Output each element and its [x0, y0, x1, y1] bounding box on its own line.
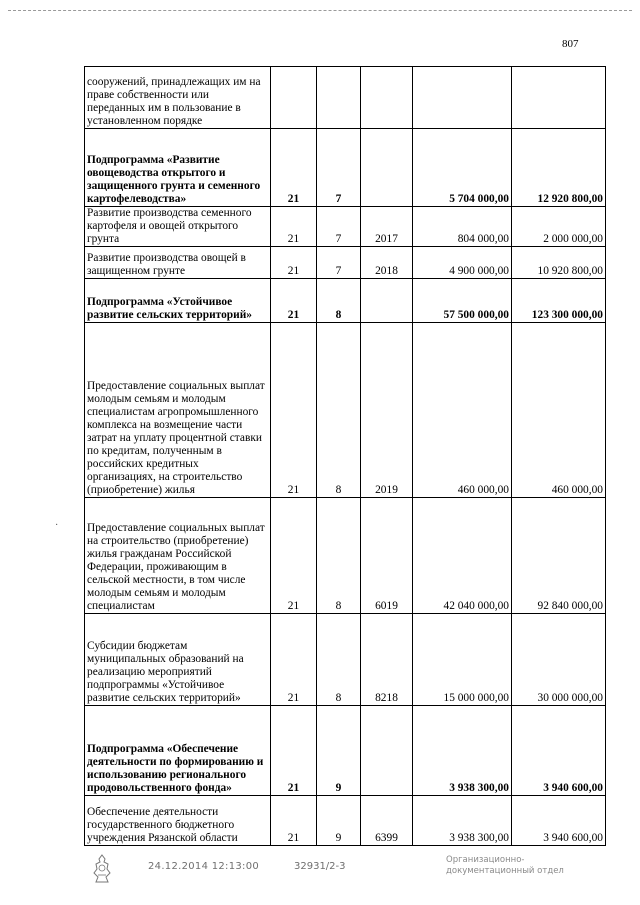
cell-code-2: 8 [317, 279, 361, 323]
footer-department-line1: Организационно- [446, 855, 525, 865]
table-row [85, 498, 606, 614]
cell-code-3: 2018 [361, 247, 413, 279]
cell-code-2: 7 [317, 247, 361, 279]
cell-amount-2: 30 000 000,00 [512, 614, 606, 706]
cell-amount-1: 42 040 000,00 [413, 498, 512, 614]
margin-mark: · [55, 520, 59, 531]
cell-code-1: 21 [271, 498, 317, 614]
cell-amount-1: 3 938 300,00 [413, 706, 512, 796]
cell-name: Предоставление социальных выплат молодым семьям и молодым специалистам агропромышленного комплекса на возмещение части затрат на уплату процентной ставки по кредитам, полученным в российских кредитных организациях, на строительство (приобретение) жилья [85, 323, 271, 498]
cell-amount-1: 15 000 000,00 [413, 614, 512, 706]
cell-code-3 [361, 129, 413, 207]
cell-code-2: 8 [317, 323, 361, 498]
cell-code-1 [271, 67, 317, 129]
cell-amount-2: 10 920 800,00 [512, 247, 606, 279]
cell-code-1: 21 [271, 279, 317, 323]
table-row [85, 796, 606, 846]
cell-code-1: 21 [271, 129, 317, 207]
cell-code-3: 8218 [361, 614, 413, 706]
cell-name: Развитие производства семенного картофеля и овощей открытого грунта [85, 207, 271, 247]
cell-amount-1 [413, 67, 512, 129]
table-row [85, 323, 606, 498]
cell-amount-1: 4 900 000,00 [413, 247, 512, 279]
budget-table [84, 66, 606, 846]
cell-code-2: 7 [317, 207, 361, 247]
cell-name: Обеспечение деятельности государственного бюджетного учреждения Рязанской области [85, 796, 271, 846]
cell-amount-1: 804 000,00 [413, 207, 512, 247]
cell-amount-2: 3 940 600,00 [512, 796, 606, 846]
cell-amount-1: 5 704 000,00 [413, 129, 512, 207]
cell-amount-2: 92 840 000,00 [512, 498, 606, 614]
table-row [85, 67, 606, 129]
footer-department [446, 855, 564, 877]
cell-amount-2: 2 000 000,00 [512, 207, 606, 247]
cell-amount-2 [512, 67, 606, 129]
cell-code-2 [317, 67, 361, 129]
cell-code-1: 21 [271, 207, 317, 247]
footer-department-line2: документационный отдел [446, 866, 564, 876]
cell-name: Развитие производства овощей в защищенном грунте [85, 247, 271, 279]
cell-code-2: 9 [317, 706, 361, 796]
cell-amount-1: 3 938 300,00 [413, 796, 512, 846]
scan-top-edge [8, 10, 632, 11]
cell-code-1: 21 [271, 706, 317, 796]
cell-amount-1: 57 500 000,00 [413, 279, 512, 323]
cell-code-2: 8 [317, 498, 361, 614]
cell-code-3: 6399 [361, 796, 413, 846]
cell-name: сооружений, принадлежащих им на праве собственности или переданных им в пользование в установленном порядке [85, 67, 271, 129]
cell-amount-2: 460 000,00 [512, 323, 606, 498]
cell-code-3 [361, 706, 413, 796]
subprogram-row [85, 129, 606, 207]
cell-amount-2: 123 300 000,00 [512, 279, 606, 323]
cell-code-2: 9 [317, 796, 361, 846]
cell-name: Подпрограмма «Устойчивое развитие сельских территорий» [85, 279, 271, 323]
coat-of-arms-icon [90, 853, 114, 885]
page-number: 807 [562, 38, 579, 50]
cell-code-3 [361, 67, 413, 129]
cell-name: Субсидии бюджетам муниципальных образований на реализацию мероприятий подпрограммы «Устойчивое развитие сельских территорий» [85, 614, 271, 706]
cell-name: Подпрограмма «Обеспечение деятельности по формированию и использованию регионального продовольственного фонда» [85, 706, 271, 796]
table-row [85, 207, 606, 247]
cell-code-1: 21 [271, 614, 317, 706]
subprogram-row [85, 279, 606, 323]
cell-code-3: 2017 [361, 207, 413, 247]
cell-amount-1: 460 000,00 [413, 323, 512, 498]
cell-code-3: 2019 [361, 323, 413, 498]
footer-document-code: 32931/2-3 [294, 861, 346, 872]
cell-code-2: 7 [317, 129, 361, 207]
cell-code-1: 21 [271, 323, 317, 498]
cell-code-1: 21 [271, 247, 317, 279]
subprogram-row [85, 706, 606, 796]
cell-code-3 [361, 279, 413, 323]
footer-timestamp: 24.12.2014 12:13:00 [148, 861, 260, 872]
cell-code-2: 8 [317, 614, 361, 706]
cell-code-3: 6019 [361, 498, 413, 614]
table-row [85, 247, 606, 279]
cell-code-1: 21 [271, 796, 317, 846]
cell-amount-2: 3 940 600,00 [512, 706, 606, 796]
cell-name: Подпрограмма «Развитие овощеводства открытого и защищенного грунта и семенного картофелеводства» [85, 129, 271, 207]
table-row [85, 614, 606, 706]
cell-name: Предоставление социальных выплат на строительство (приобретение) жилья гражданам Российской Федерации, проживающим в сельской местности, в том числе молодым семьям и молодым специалистам [85, 498, 271, 614]
cell-amount-2: 12 920 800,00 [512, 129, 606, 207]
